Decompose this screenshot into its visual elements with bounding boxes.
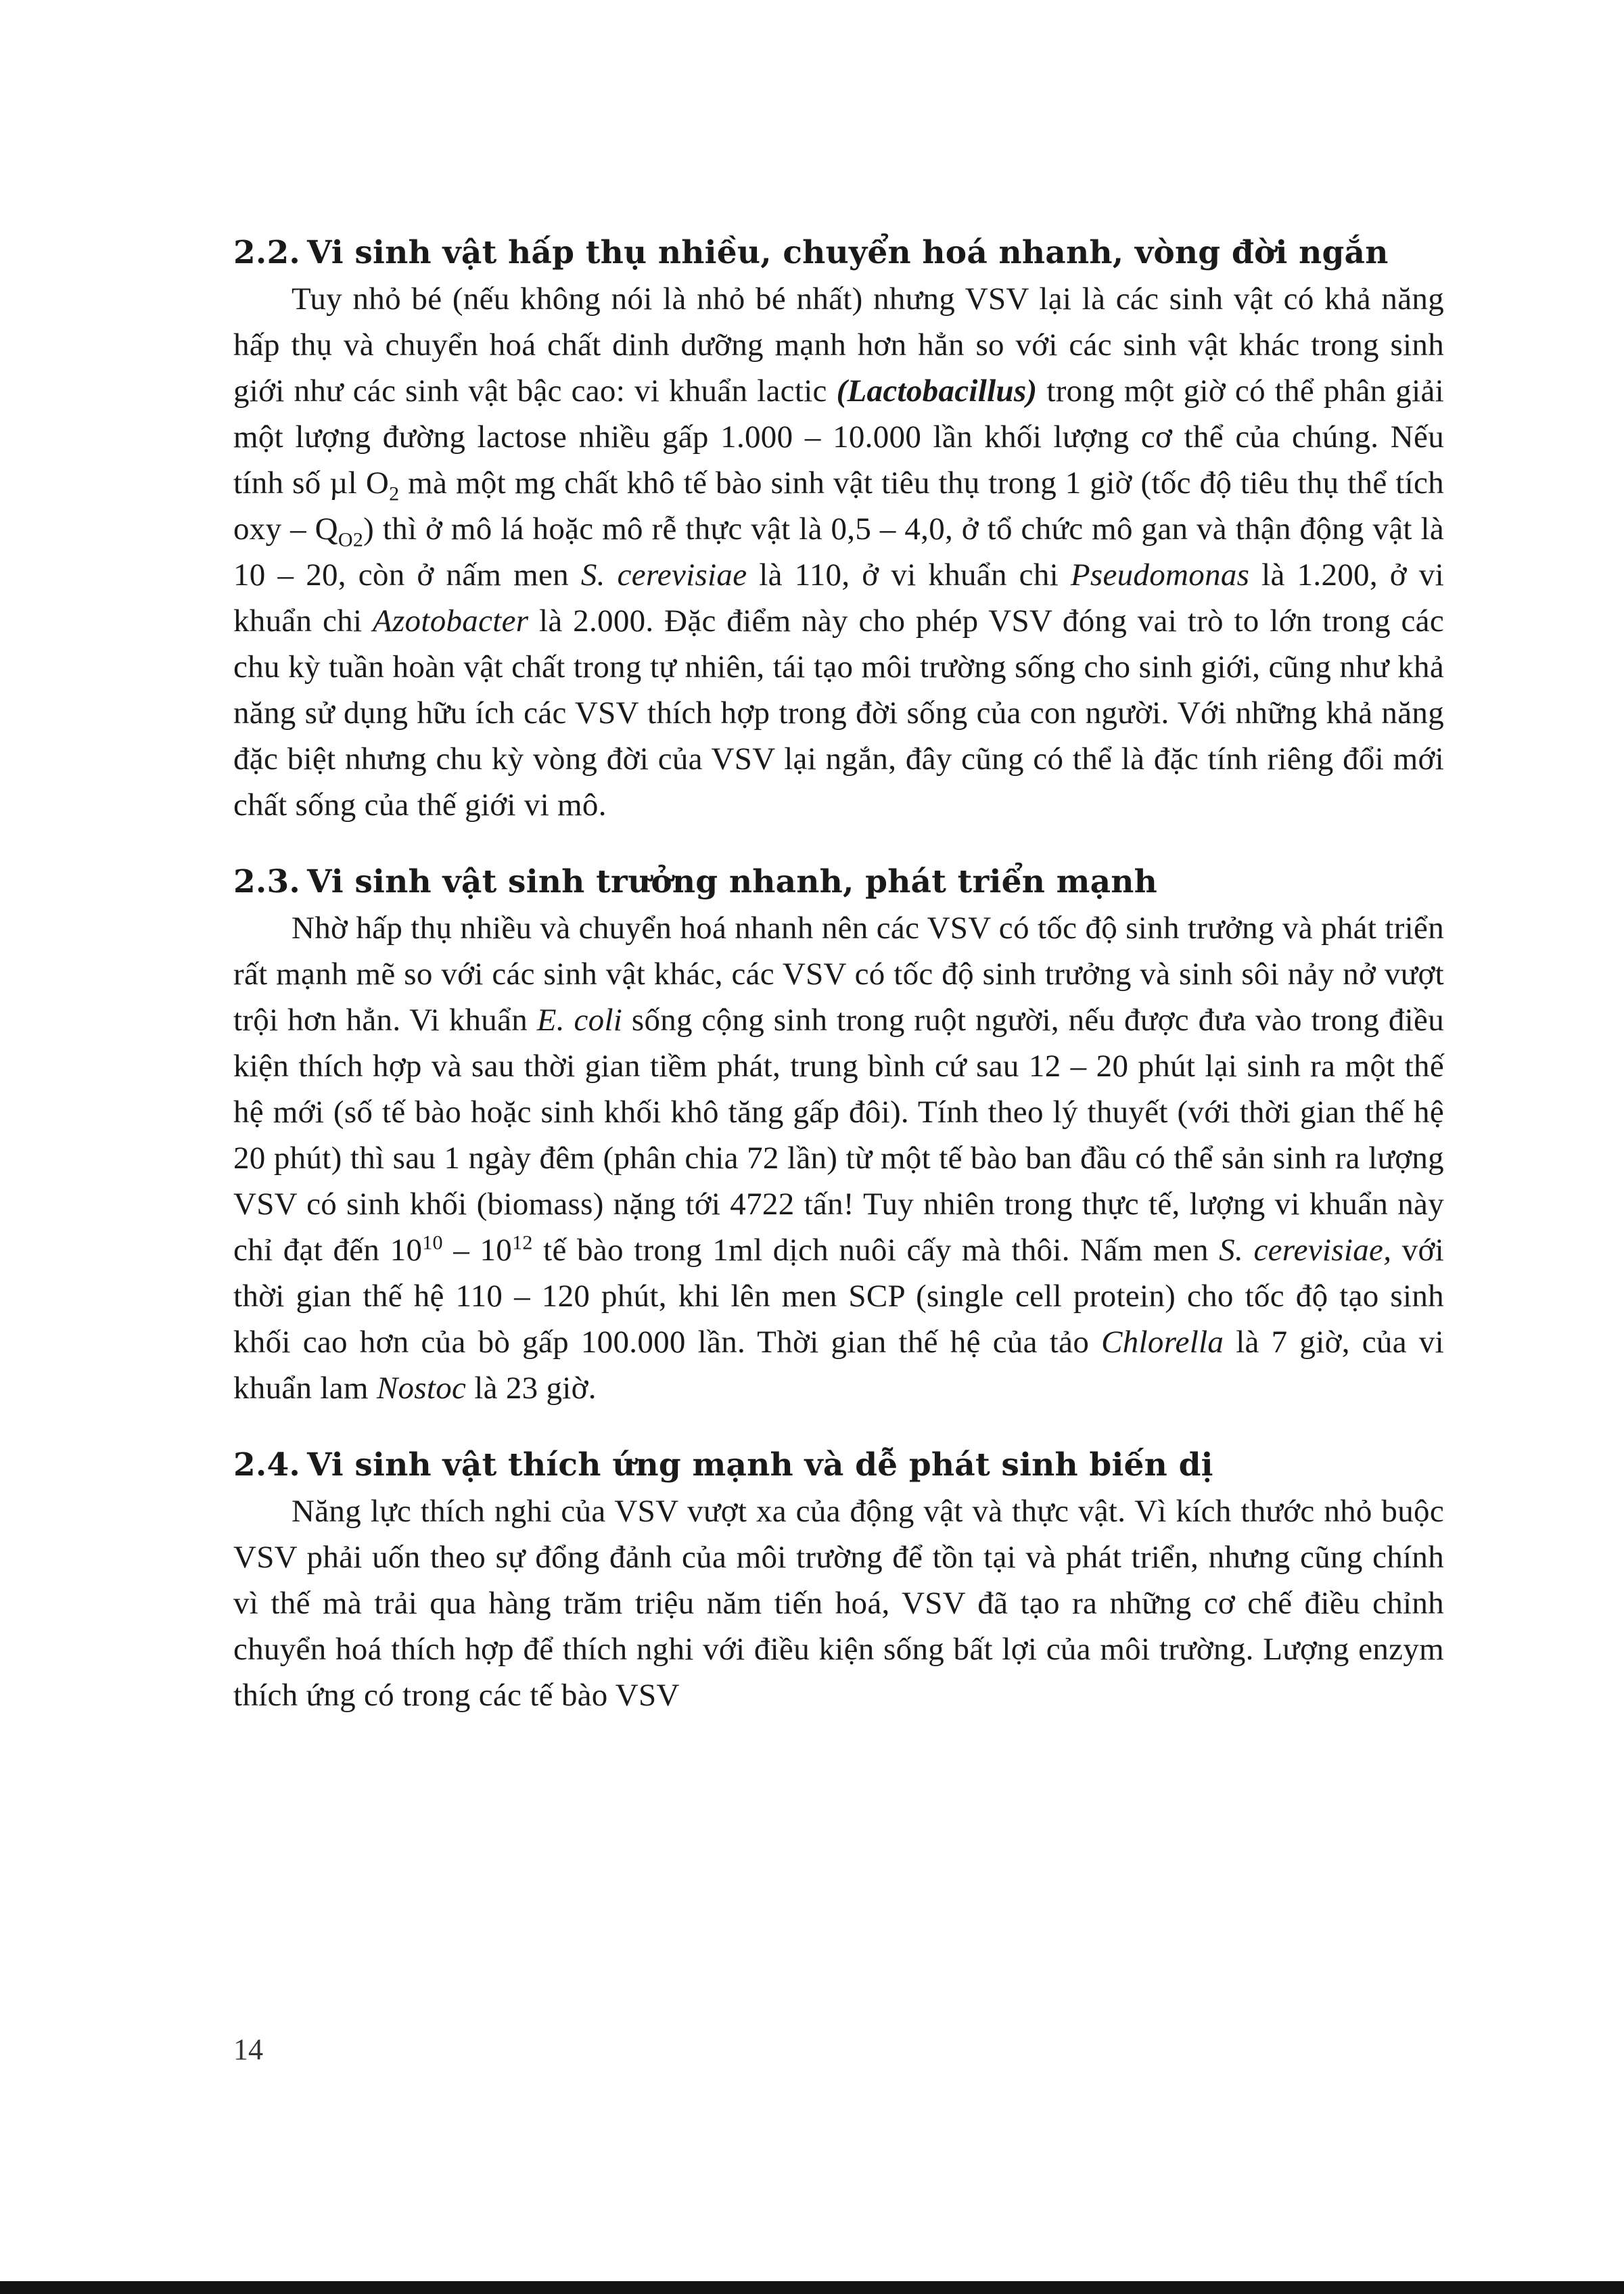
section-heading (233, 1442, 1444, 1488)
section-heading (233, 859, 1444, 905)
section-number: 2.2. (233, 234, 300, 271)
section-number: 2.4. (233, 1446, 300, 1484)
section-number: 2.3. (233, 863, 300, 900)
species-name: S. cerevisiae (580, 557, 747, 593)
species-name: S. cerevisiae, (1219, 1233, 1392, 1268)
section-heading (233, 230, 1444, 276)
section-2-4 (233, 1442, 1444, 1718)
scan-edge (0, 2281, 1624, 2294)
section-paragraph: Năng lực thích nghi của VSV vượt xa của động vật và thực vật. Vì kích thước nhỏ buộc VSV phải uốn theo sự đổng đảnh của môi trường để tồn tại và phát triển, nhưng cũng chính vì thế mà trải qua hàng trăm triệu năm tiến hoá, VSV đã tạo ra những cơ chế điều chỉnh chuyển hoá thích hợp để thích nghi với điều kiện sống bất lợi của môi trường. Lượng enzym thích ứng có trong các tế bào VSV (233, 1494, 1444, 1713)
section-paragraph: Nhờ hấp thụ nhiều và chuyển hoá nhanh nên các VSV có tốc độ sinh trưởng và phát triển rất mạnh mẽ so với các sinh vật khác, các VSV có tốc độ sinh trưởng và sinh sôi nảy nở vượt trội hơn hẳn. Vi khuẩn E. coli sống cộng sinh trong ruột người, nếu được đưa vào trong điều kiện thích hợp và sau thời gian tiềm phát, trung bình cứ sau 12 – 20 phút lại sinh ra một thế hệ mới (số tế bào hoặc sinh khối khô tăng gấp đôi). Tính theo lý thuyết (với thời gian thế hệ 20 phút) thì sau 1 ngày đêm (phân chia 72 lần) từ một tế bào ban đầu có thể sản sinh ra lượng VSV có sinh khối (biomass) nặng tới 4722 tấn! Tuy nhiên trong thực tế, lượng vi khuẩn này chỉ đạt đến $10^{10} - 10^{12}$ tế bào trong 1ml dịch nuôi cấy mà thôi. Nấm men S. cerevisiae, với thời gian thế hệ 110 – 120 phút, khi lên men SCP (single cell protein) cho tốc độ tạo sinh khối cao hơn của bò gấp 100.000 lần. Thời gian thế hệ của tảo Chlorella là 7 giờ, của vi khuẩn lam Nostoc là 23 giờ. (233, 911, 1444, 1406)
species-name: E. coli (536, 1003, 623, 1038)
genus-name: Nostoc (376, 1371, 467, 1406)
genus-name: (Lactobacillus) (836, 373, 1038, 409)
section-paragraph: Tuy nhỏ bé (nếu không nói là nhỏ bé nhất) nhưng VSV lại là các sinh vật có khả năng hấp thụ và chuyển hoá chất dinh dưỡng mạnh hơn hẳn so với các sinh vật khác trong sinh giới như các sinh vật bậc cao: vi khuẩn lactic (Lactobacillus) trong một giờ có thể phân giải một lượng đường lactose nhiều gấp 1.000 – 10.000 lần khối lượng cơ thể của chúng. Nếu tính số µl $O_2$ mà một mg chất khô tế bào sinh vật tiêu thụ trong 1 giờ (tốc độ tiêu thụ thể tích oxy – $Q_{O2}$) thì ở mô lá hoặc mô rễ thực vật là 0,5 – 4,0, ở tổ chức mô gan và thận động vật là 10 – 20, còn ở nấm men S. cerevisiae là 110, ở vi khuẩn chi Pseudomonas là 1.200, ở vi khuẩn chi Azotobacter là 2.000. Đặc điểm này cho phép VSV đóng vai trò to lớn trong các chu kỳ tuần hoàn vật chất trong tự nhiên, tái tạo môi trường sống cho sinh giới, cũng như khả năng sử dụng hữu ích các VSV thích hợp trong đời sống của con người. Với những khả năng đặc biệt nhưng chu kỳ vòng đời của VSV lại ngắn, đây cũng có thể là đặc tính riêng đổi mới chất sống của thế giới vi mô. (233, 281, 1445, 823)
page-body (233, 230, 1444, 1718)
genus-name: Chlorella (1101, 1325, 1224, 1360)
section-2-3 (233, 859, 1444, 1411)
section-title: Vi sinh vật sinh trưởng nhanh, phát triển mạnh (306, 863, 1157, 900)
section-title: Vi sinh vật hấp thụ nhiều, chuyển hoá nhanh, vòng đời ngắn (306, 234, 1389, 271)
section-title: Vi sinh vật thích ứng mạnh và dễ phát sinh biến dị (306, 1446, 1213, 1484)
genus-name: Pseudomonas (1070, 557, 1250, 593)
page-number: 14 (233, 2033, 263, 2066)
genus-name: Azotobacter (372, 603, 529, 639)
section-2-2 (233, 230, 1444, 828)
